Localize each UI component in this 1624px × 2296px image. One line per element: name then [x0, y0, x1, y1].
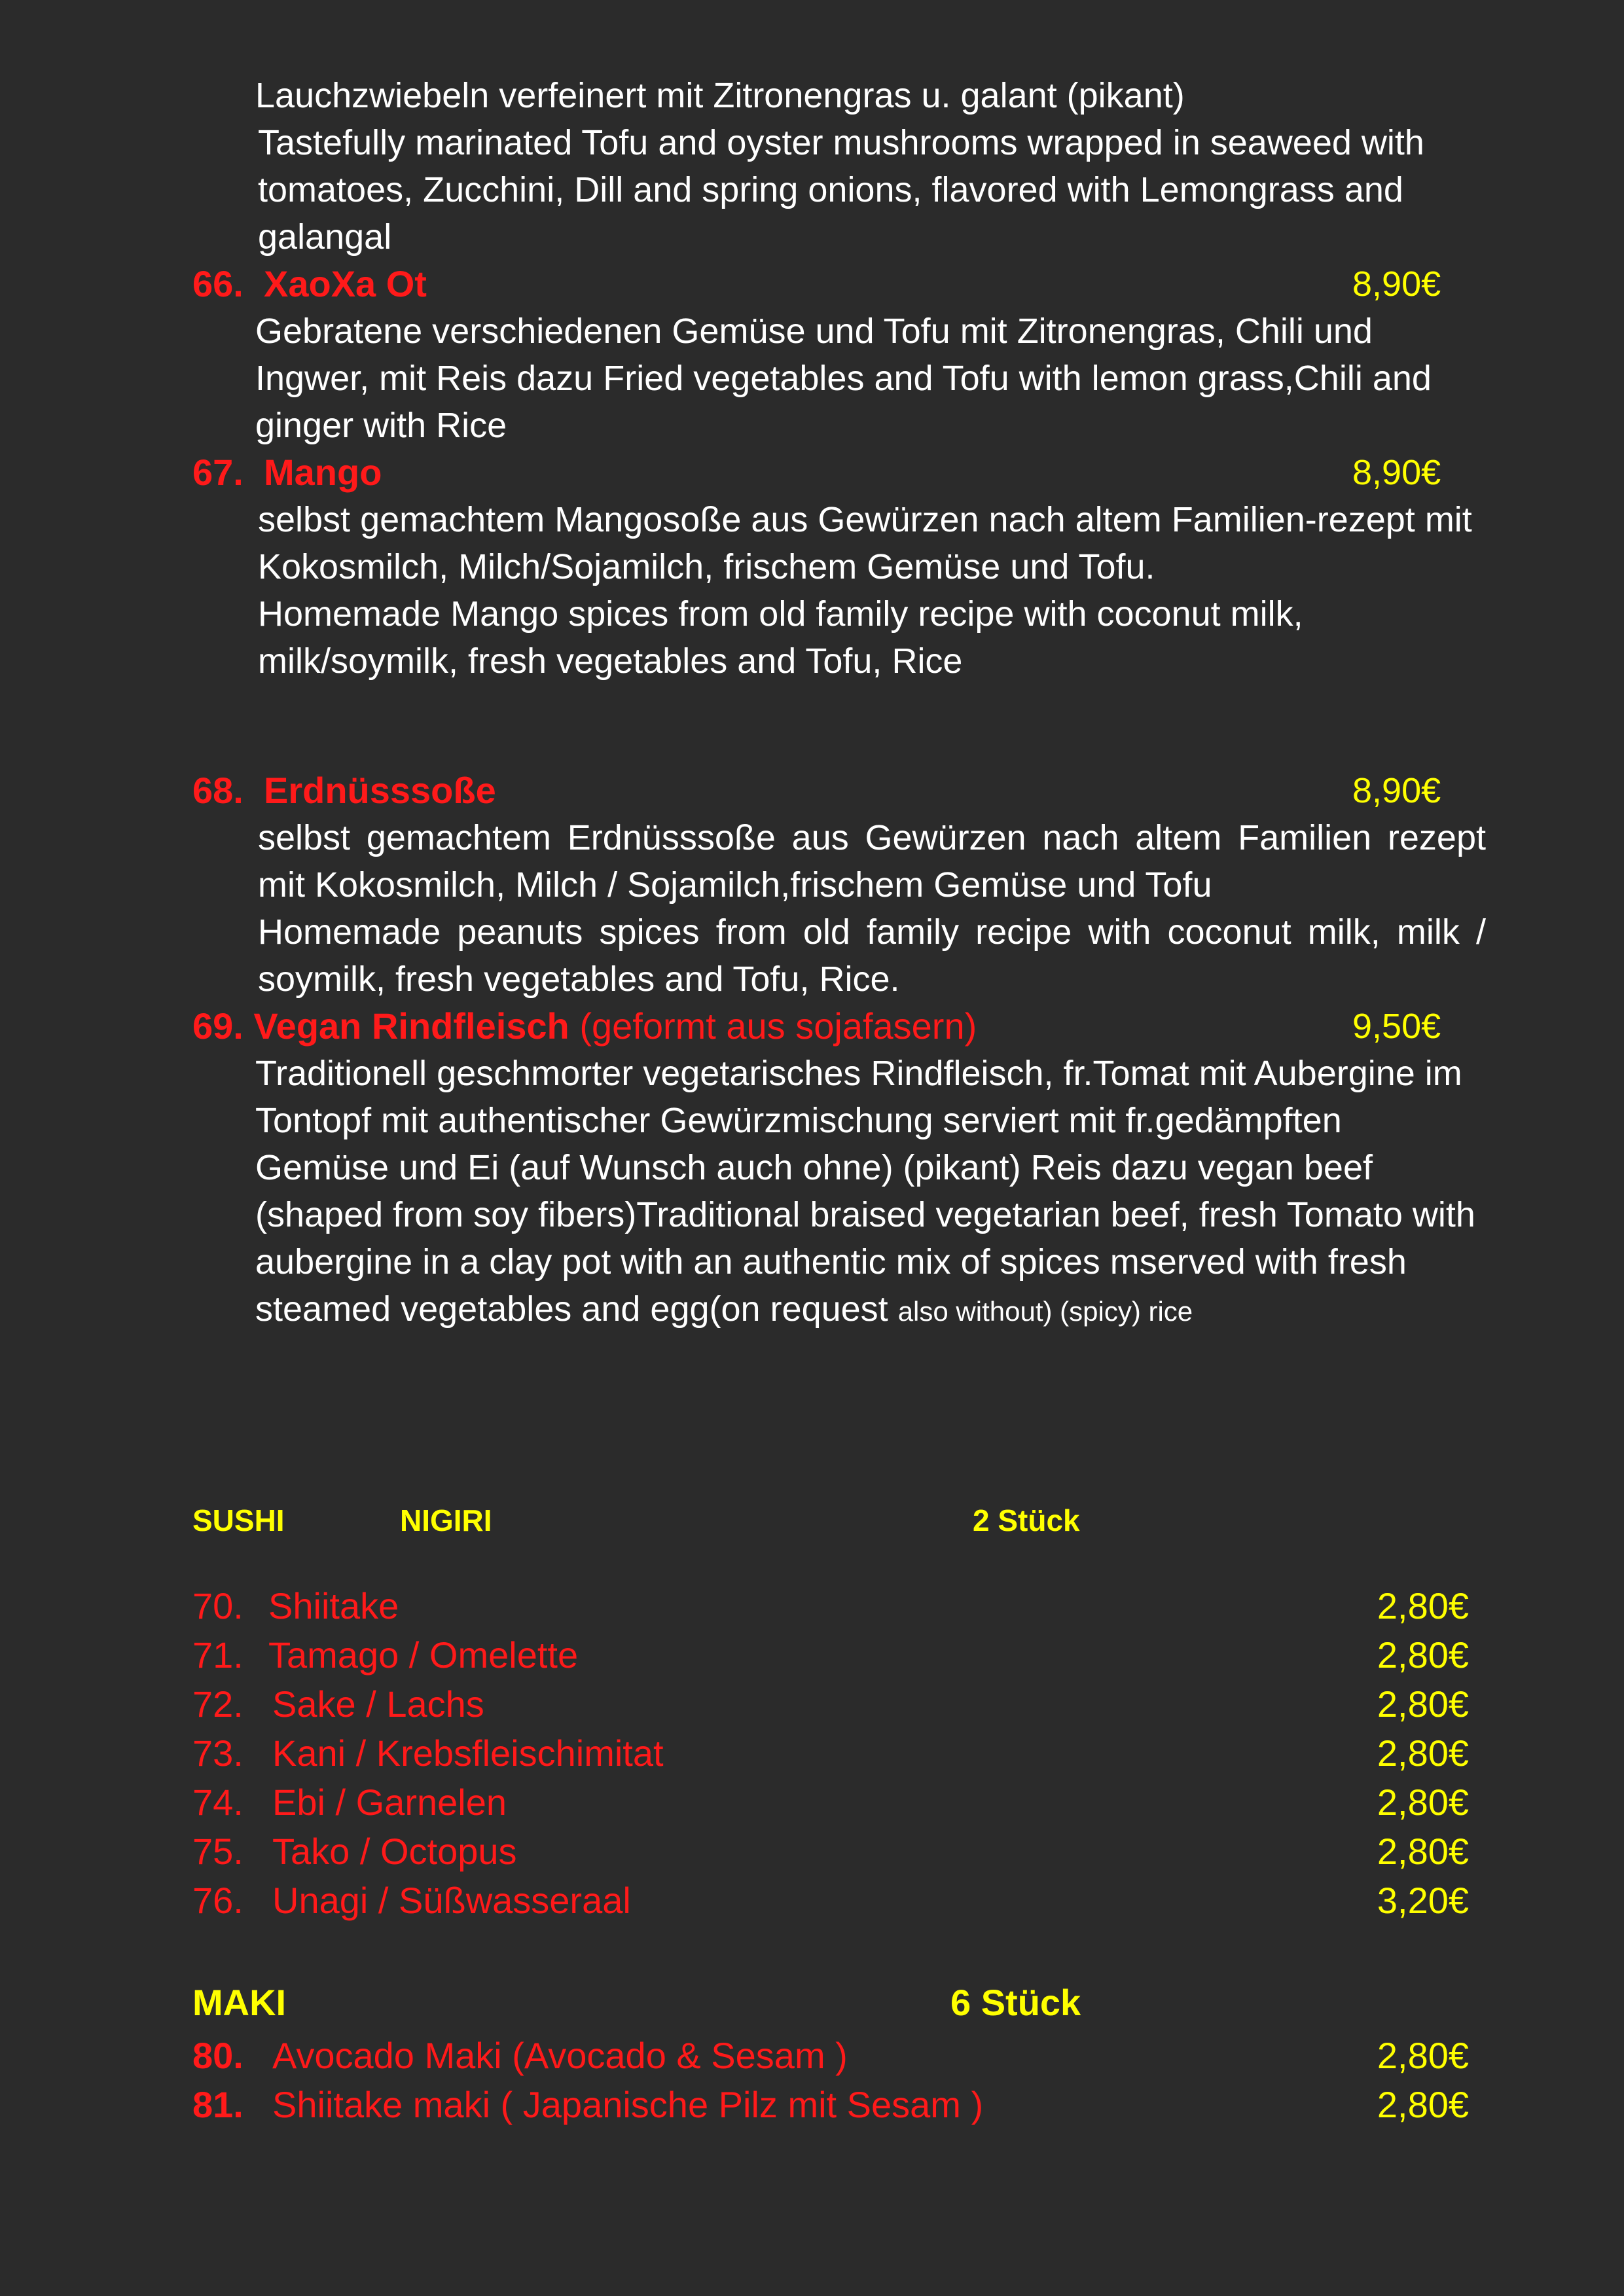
nigiri-count: 2 Stück	[973, 1503, 1080, 1537]
item-name: Avocado Maki (Avocado & Sesam )	[272, 2035, 848, 2076]
item-number: 71.	[192, 1634, 244, 1676]
item-name: Mango	[263, 452, 382, 493]
list-item	[192, 1730, 1469, 1777]
item-price: 2,80€	[1377, 1782, 1469, 1823]
item-name: Tamago / Omelette	[268, 1634, 579, 1676]
item-price: 2,80€	[1377, 2084, 1469, 2125]
item-69-title	[192, 1003, 977, 1050]
item-price: 2,80€	[1377, 1683, 1469, 1725]
item-68-description	[255, 814, 1486, 1003]
item-price: 2,80€	[1377, 2035, 1469, 2076]
item-number: 80.	[192, 2035, 244, 2076]
item-name: Shiitake	[268, 1585, 399, 1626]
item-number: 75.	[192, 1831, 244, 1872]
item-price: 2,80€	[1377, 1732, 1469, 1774]
item-name: Unagi / Süßwasseraal	[272, 1880, 631, 1921]
item-number: 69.	[192, 1005, 244, 1047]
item-69-price: 9,50€	[1352, 1007, 1441, 1046]
item-name: Ebi / Garnelen	[272, 1782, 507, 1823]
item-68-title	[192, 767, 496, 814]
item-68-price: 8,90€	[1352, 771, 1441, 810]
item-price: 2,80€	[1377, 1585, 1469, 1626]
item-price: 2,80€	[1377, 1634, 1469, 1676]
maki-heading: MAKI	[192, 1982, 287, 2023]
item-name-sub: (geformt aus sojafasern)	[579, 1005, 977, 1047]
item-name: Kani / Krebsfleischimitat	[272, 1732, 664, 1774]
item-name: Erdnüsssoße	[263, 770, 496, 811]
item-number: 73.	[192, 1732, 244, 1774]
maki-count: 6 Stück	[950, 1982, 1081, 2023]
item-number: 70.	[192, 1585, 244, 1626]
item-66-price: 8,90€	[1352, 264, 1441, 304]
list-item	[192, 1779, 1469, 1826]
item-67-title	[192, 449, 382, 496]
list-item	[192, 2032, 1469, 2079]
list-item	[192, 2081, 1469, 2128]
item-67-description	[255, 496, 1486, 685]
list-item	[192, 1828, 1469, 1875]
list-item	[192, 1681, 1469, 1728]
item-number: 81.	[192, 2084, 244, 2125]
item-65-desc-de: Lauchzwiebeln verfeinert mit Zitronengras u. galant (pikant)	[255, 76, 1185, 115]
list-item	[192, 1583, 1469, 1630]
item-69-desc-small: also without) (spicy) rice	[897, 1296, 1193, 1327]
item-69-desc-main: Traditionell geschmorter vegetarisches Rindfleisch, fr.Tomat mit Aubergine im Tontopf mit authentischer Gewürzmischung serviert mit fr.gedämpften Gemüse und Ei (auf Wunsch auch ohne) (pikant) Reis dazu vegan beef (shaped from soy fibers)Traditional braised vegetarian beef, fresh Tomato with aubergine in a clay pot with an authentic mix of spices mserved with fresh steamed vegetables and egg(on request	[255, 1054, 1475, 1329]
item-65-description	[255, 72, 1486, 260]
item-name: Sake / Lachs	[272, 1683, 484, 1725]
item-name: XaoXa Ot	[263, 263, 427, 304]
list-item	[192, 1877, 1469, 1924]
item-number: 68.	[192, 770, 244, 811]
item-67-desc-en: Homemade Mango spices from old family recipe with coconut milk, milk/soymilk, fresh vegetables and Tofu, Rice	[258, 594, 1303, 681]
item-68-desc-de: selbst gemachtem Erdnüsssoße aus Gewürzen nach altem Familien rezept mit Kokosmilch, Milch / Sojamilch,frischem Gemüse und Tofu	[258, 818, 1486, 905]
item-number: 72.	[192, 1683, 244, 1725]
list-item	[192, 1632, 1469, 1679]
nigiri-heading: NIGIRI	[400, 1503, 492, 1537]
item-name: Tako / Octopus	[272, 1831, 517, 1872]
item-price: 2,80€	[1377, 1831, 1469, 1872]
item-number: 76.	[192, 1880, 244, 1921]
item-67-price: 8,90€	[1352, 453, 1441, 492]
item-66-description: Gebratene verschiedenen Gemüse und Tofu mit Zitronengras, Chili und Ingwer, mit Reis dazu Fried vegetables and Tofu with lemon grass,Chili and ginger with Rice	[255, 312, 1432, 445]
sushi-heading: SUSHI	[192, 1503, 285, 1537]
item-price: 3,20€	[1377, 1880, 1469, 1921]
item-69-description	[255, 1050, 1479, 1335]
item-67-desc-de: selbst gemachtem Mangosoße aus Gewürzen nach altem Familien-rezept mit Kokosmilch, Milch/Sojamilch, frischem Gemüse und Tofu.	[258, 500, 1472, 586]
item-66-title	[192, 260, 427, 308]
item-number: 67.	[192, 452, 244, 493]
item-number: 66.	[192, 263, 244, 304]
item-name: Shiitake maki ( Japanische Pilz mit Sesam )	[272, 2084, 984, 2125]
item-number: 74.	[192, 1782, 244, 1823]
item-68-desc-en: Homemade peanuts spices from old family recipe with coconut milk, milk / soymilk, fresh vegetables and Tofu, Rice.	[258, 912, 1486, 999]
item-name: Vegan Rindfleisch	[253, 1005, 569, 1047]
item-65-desc-en: Tastefully marinated Tofu and oyster mushrooms wrapped in seaweed with tomatoes, Zucchini, Dill and spring onions, flavored with Lemongrass and galangal	[258, 123, 1424, 257]
